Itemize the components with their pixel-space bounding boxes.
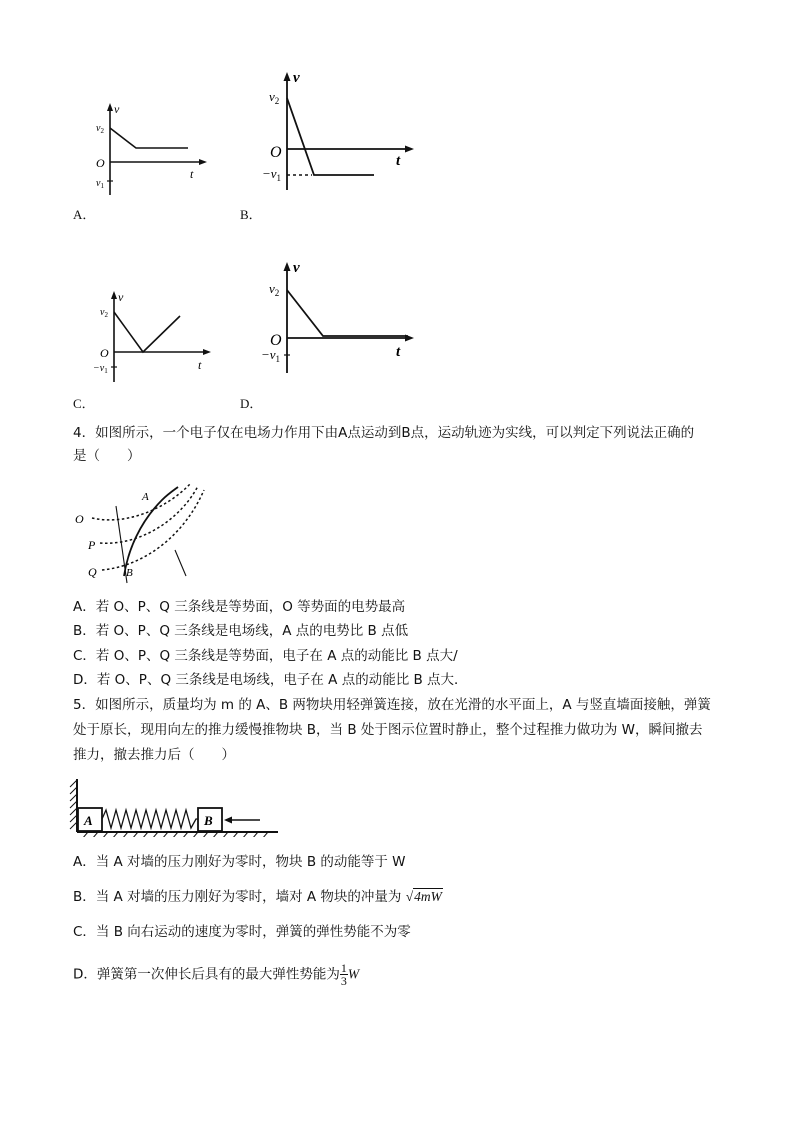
graph-b-t-axis-label: t	[396, 153, 401, 169]
graph-c-origin-label: O	[100, 346, 109, 360]
q5-option-b-text: B．当 A 对墙的压力刚好为零时，墙对 A 物块的冲量为	[73, 889, 406, 905]
graph-d-v1-label: −v	[261, 347, 276, 362]
graph-a-origin-label: O	[96, 156, 105, 170]
q4-label-O: O	[75, 512, 84, 526]
graph-d-v-axis-label: v	[293, 260, 300, 276]
graph-b	[258, 68, 418, 198]
graph-d-t-axis-label: t	[396, 344, 401, 360]
q5-option-d-text: D．弹簧第一次伸长后具有的最大弹性势能为	[73, 966, 340, 983]
q4-label-A: A	[142, 491, 149, 503]
svg-text:v2: $v_2$	[96, 123, 104, 135]
svg-text:v2: $v_2$	[100, 307, 108, 319]
q5-stem-line-2: 处于原长，现用向左的推力缓慢推物块 B，当 B 处于图示位置时静止，整个过程推力做功为 W，瞬间撤去	[73, 722, 703, 738]
graph-a	[90, 100, 210, 200]
graph-c-v1-label: −v	[93, 363, 105, 374]
q4-stem-line-1: 4．如图所示，一个电子仅在电场力作用下由A点运动到B点，运动轨迹为实线，可以判定下列说法正确的	[73, 425, 695, 441]
graph-d-origin-label: O	[270, 332, 282, 349]
graph-b-v2-label: v	[269, 89, 275, 104]
graph-c-v2-label: v	[100, 307, 105, 318]
q4-option-a: A．若 O、P、Q 三条线是等势面，O 等势面的电势最高	[73, 599, 406, 615]
q4-label-B: B	[126, 567, 133, 579]
graph-c-option-label: C．	[73, 396, 95, 411]
graph-c-v-axis-label: v	[118, 290, 124, 304]
q5-stem-line-1: 5．如图所示，质量均为 m 的 A、B 两物块用轻弹簧连接，放在光滑的水平面上，A 与竖直墙面接触，弹簧	[73, 697, 711, 713]
q5-stem-line-3: 推力，撤去推力后（ ）	[73, 747, 235, 763]
graph-a-option-label: A．	[73, 207, 96, 222]
q5-option-d-fraction: $\frac{1}{3}$	[340, 961, 347, 988]
q4-option-c: C．若 O、P、Q 三条线是等势面，电子在 A 点的动能比 B 点大/	[73, 648, 458, 664]
svg-text:−v1: $-v_1$	[93, 363, 108, 375]
graph-b-option-label: B．	[240, 207, 262, 222]
q4-label-P: P	[88, 538, 96, 552]
graph-a-v2-label: v	[96, 123, 101, 134]
graph-a-t-axis-label: t	[190, 167, 194, 181]
q5-option-b	[73, 887, 443, 907]
q4-option-b: B．若 O、P、Q 三条线是电场线，A 点的电势比 B 点低	[73, 623, 409, 639]
q5-option-c: C．当 B 向右运动的速度为零时，弹簧的弹性势能不为零	[73, 924, 411, 940]
svg-text:v2: $v_2$	[269, 281, 280, 298]
svg-text:−v1: $-v_1$	[261, 347, 281, 364]
q5-figure	[68, 775, 283, 837]
svg-text:v2: $v_2$	[269, 89, 280, 106]
graph-b-origin-label: O	[270, 144, 282, 161]
graph-d-v2-label: v	[269, 281, 275, 296]
q4-label-Q: Q	[88, 565, 97, 579]
q4-option-d: D．若 O、P、Q 三条线是电场线，电子在 A 点的动能比 B 点大．	[73, 672, 468, 688]
graph-d	[258, 258, 418, 378]
graph-b-v1-label: −v	[262, 166, 277, 181]
svg-text:v1: $v_1$	[96, 178, 104, 190]
q4-stem-line-2: 是（ ）	[73, 448, 141, 464]
q5-option-d: D．弹簧第一次伸长后具有的最大弹性势能为 $\frac{1}{3}$ W	[73, 961, 360, 988]
q4-figure	[72, 478, 212, 588]
graph-d-option-label: D．	[240, 396, 263, 411]
svg-text:−v1: $-v_1$	[262, 166, 282, 183]
graph-b-v-axis-label: v	[293, 70, 300, 86]
q5-option-a: A．当 A 对墙的压力刚好为零时，物块 B 的动能等于 W	[73, 854, 406, 870]
graph-a-v-axis-label: v	[114, 102, 120, 116]
graph-a-v1-label: v	[96, 178, 101, 189]
block-a-label: A	[84, 813, 93, 828]
graph-c	[92, 287, 217, 387]
q5-option-b-sqrt: √4mW	[405, 889, 442, 904]
graph-c-t-axis-label: t	[198, 358, 202, 372]
block-b-label: B	[204, 813, 213, 828]
